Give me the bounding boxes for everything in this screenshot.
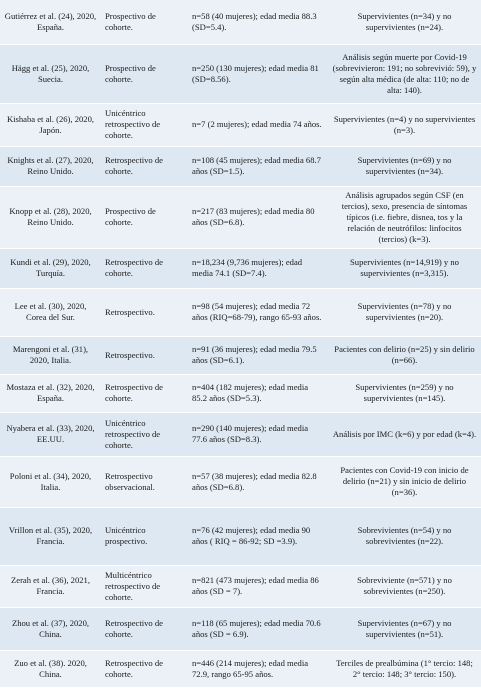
population-cell: n=821 (473 mujeres); edad media 86 años (SD = 7). [188, 565, 328, 607]
design-cell: Prospectivo de cohorte. [101, 44, 188, 103]
table-row [0, 103, 481, 146]
population-cell: n=404 (182 mujeres); edad media 85.2 años (SD=5.3). [188, 374, 328, 412]
table-row [0, 336, 481, 374]
analysis-cell: Terciles de prealbúmina (1° tercio: 148; 2° tercio: 148; 3° tercio: 150). [328, 650, 481, 687]
study-cell: Marengoni et al. (31), 2020, Italia. [0, 336, 101, 374]
population-cell: n=108 (45 mujeres); edad media 68.7 años (SD=1.5). [188, 146, 328, 186]
study-cell: Kishaba et al. (26), 2020, Japón. [0, 103, 101, 146]
design-cell: Retrospectivo observacional. [101, 456, 188, 507]
study-cell: Nyabera et al. (33), 2020, EE.UU. [0, 412, 101, 456]
table-row [0, 607, 481, 650]
design-cell: Multicéntrico retrospectivo de cohorte. [101, 565, 188, 607]
population-cell: n=217 (83 mujeres); edad media 80 años (SD=6.8). [188, 186, 328, 248]
analysis-cell: Supervivientes (n=78) y no supervivientes (n=20). [328, 288, 481, 336]
population-cell: n=290 (140 mujeres); edad media 77.6 años (SD=8.3). [188, 412, 328, 456]
analysis-cell: Supervivientes (n=259) y no supervivientes (n=145). [328, 374, 481, 412]
table-row [0, 0, 481, 44]
design-cell: Retrospectivo de cohorte. [101, 374, 188, 412]
study-cell: Vrillon et al. (35), 2020, Francia. [0, 507, 101, 565]
analysis-cell: Análisis según muerte por Covid-19 (sobrevivieron: 191; no sobrevivió: 59), y según alta médica (de alta: 110; no de alta: 140). [328, 44, 481, 103]
table-row [0, 565, 481, 607]
analysis-cell: Análisis por IMC (k=6) y por edad (k=4). [328, 412, 481, 456]
study-cell: Zhou et al. (37), 2020, China. [0, 607, 101, 650]
table-row [0, 146, 481, 186]
study-cell: Zerah et al. (36), 2021, Francia. [0, 565, 101, 607]
study-cell: Hägg et al. (25), 2020, Suecia. [0, 44, 101, 103]
table-row [0, 248, 481, 288]
population-cell: n=76 (42 mujeres); edad media 90 años ( RIQ = 86-92; SD =3.9). [188, 507, 328, 565]
study-cell: Poloni et al. (34), 2020, Italia. [0, 456, 101, 507]
population-cell: n=446 (214 mujeres); edad media 72.9, rango 65-95 años. [188, 650, 328, 687]
analysis-cell: Sobrevivientes (n=54) y no sobrevivientes (n=22). [328, 507, 481, 565]
design-cell: Retrospectivo de cohorte. [101, 607, 188, 650]
population-cell: n=118 (65 mujeres); edad media 70.6 años (SD = 6.9). [188, 607, 328, 650]
design-cell: Retrospectivo. [101, 288, 188, 336]
design-cell: Retrospectivo. [101, 336, 188, 374]
analysis-cell: Sobreviviente (n=571) y no sobrevivientes (n=250). [328, 565, 481, 607]
table-row [0, 44, 481, 103]
design-cell: Unicéntrico retrospectivo de cohorte. [101, 103, 188, 146]
analysis-cell: Análisis agrupados según CSF (en tercios), sexo, presencia de síntomas típicos (i.e. fiebre, disnea, tos y la relación de neutrófilos: linfocitos (tercios) (k=3). [328, 186, 481, 248]
analysis-cell: Supervivientes (n=67) y no supervivientes (n=51). [328, 607, 481, 650]
table-row [0, 650, 481, 687]
population-cell: n=250 (130 mujeres); edad media 81 (SD=8.56). [188, 44, 328, 103]
study-cell: Gutiérrez et al. (24), 2020, España. [0, 0, 101, 44]
table-row [0, 374, 481, 412]
analysis-cell: Supervivientes (n=34) y no supervivientes (n=24). [328, 0, 481, 44]
design-cell: Prospectivo de cohorte. [101, 0, 188, 44]
analysis-cell: Pacientes con Covid-19 con inicio de delirio (n=21) y sin inicio de delirio (n=36). [328, 456, 481, 507]
analysis-cell: Pacientes con delirio (n=25) y sin delirio (n=66). [328, 336, 481, 374]
design-cell: Retrospectivo de cohorte. [101, 146, 188, 186]
table-row [0, 507, 481, 565]
population-cell: n=58 (40 mujeres); edad media 88.3 (SD=5.4). [188, 0, 328, 44]
analysis-cell: Supervivientes (n=69) y no supervivientes (n=34). [328, 146, 481, 186]
population-cell: n=57 (38 mujeres); edad media 82.8 años (SD=6.8). [188, 456, 328, 507]
design-cell: Retrospectivo de cohorte. [101, 248, 188, 288]
design-cell: Unicéntrico retrospectivo de cohorte. [101, 412, 188, 456]
population-cell: n=18,234 (9,736 mujeres); edad media 74.1 (SD=7.4). [188, 248, 328, 288]
study-cell: Lee et al. (30), 2020, Corea del Sur. [0, 288, 101, 336]
population-cell: n=7 (2 mujeres); edad media 74 años. [188, 103, 328, 146]
design-cell: Unicéntrico prospectivo. [101, 507, 188, 565]
analysis-cell: Supervivientes (n=14,919) y no supervivientes (n=3,315). [328, 248, 481, 288]
study-cell: Mostaza et al. (32), 2020, España. [0, 374, 101, 412]
table-row [0, 456, 481, 507]
population-cell: n=91 (36 mujeres); edad media 79.5 años (SD=6.1). [188, 336, 328, 374]
design-cell: Retrospectivo de cohorte. [101, 650, 188, 687]
analysis-cell: Supervivientes (n=4) y no supervivientes (n=3). [328, 103, 481, 146]
design-cell: Prospectivo de cohorte. [101, 186, 188, 248]
table-row [0, 412, 481, 456]
study-cell: Zuo et al. (38). 2020, China. [0, 650, 101, 687]
table-row [0, 288, 481, 336]
study-cell: Knights et al. (27), 2020, Reino Unido. [0, 146, 101, 186]
population-cell: n=98 (54 mujeres); edad media 72 años (RIQ=68-79), rango 65-93 años. [188, 288, 328, 336]
study-cell: Knopp et al. (28), 2020, Reino Unido. [0, 186, 101, 248]
table-row [0, 186, 481, 248]
study-cell: Kundi et al. (29), 2020, Turquía. [0, 248, 101, 288]
